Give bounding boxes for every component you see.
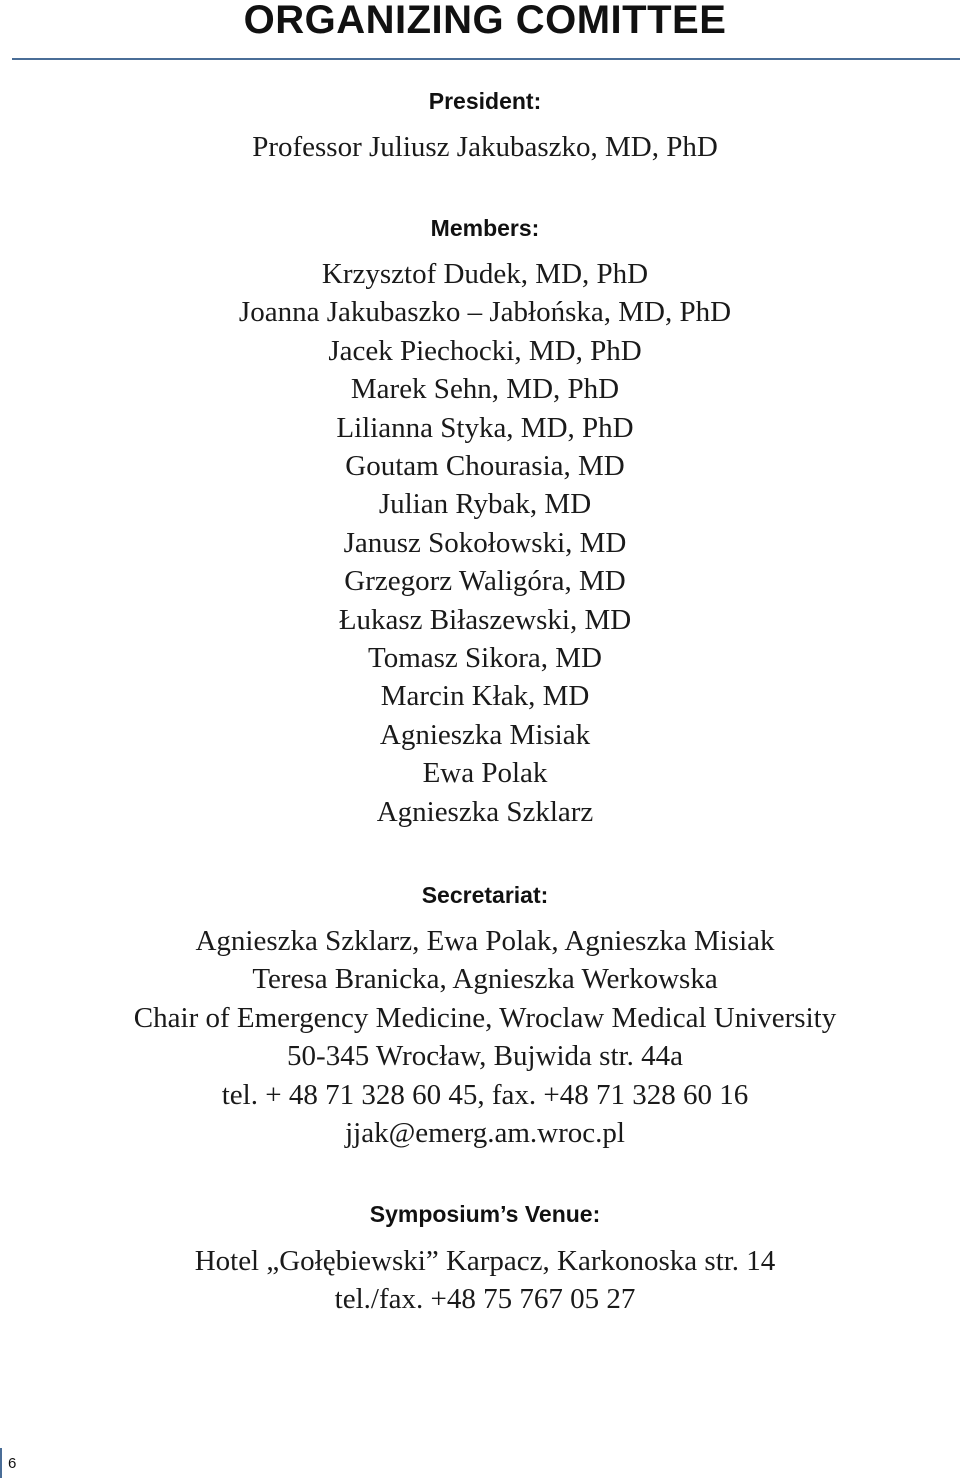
secretariat-address: 50-345 Wrocław, Bujwida str. 44a bbox=[287, 1040, 683, 1073]
members-list bbox=[0, 255, 960, 831]
secretariat-block bbox=[0, 922, 960, 1152]
member-name: Łukasz Biłaszewski, MD bbox=[338, 603, 632, 636]
member-name: Joanna Jakubaszko – Jabłońska, MD, PhD bbox=[238, 296, 732, 329]
secretariat-phone: tel. + 48 71 328 60 45, fax. +48 71 328 60 16 bbox=[221, 1078, 749, 1111]
member-name: Janusz Sokołowski, MD bbox=[343, 526, 627, 559]
member-name: Goutam Chourasia, MD bbox=[345, 450, 625, 483]
venue-block bbox=[0, 1242, 960, 1319]
president-name: Professor Juliusz Jakubaszko, MD, PhD bbox=[252, 131, 718, 163]
member-name: Lilianna Styka, MD, PhD bbox=[336, 411, 634, 444]
title-divider bbox=[12, 58, 960, 60]
member-name: Agnieszka Misiak bbox=[379, 718, 591, 751]
member-name: Marek Sehn, MD, PhD bbox=[350, 373, 620, 406]
secretariat-staff: Agnieszka Szklarz, Ewa Polak, Agnieszka Misiak bbox=[195, 925, 775, 957]
venue-heading: Symposium’s Venue: bbox=[369, 1201, 601, 1227]
member-name: Grzegorz Waligóra, MD bbox=[344, 565, 626, 598]
members-heading: Members: bbox=[430, 215, 540, 241]
venue-address: Hotel „Gołębiewski” Karpacz, Karkonoska str. 14 bbox=[194, 1245, 776, 1277]
member-name: Krzysztof Dudek, MD, PhD bbox=[321, 258, 649, 290]
page-margin-rule bbox=[0, 1448, 2, 1478]
president-heading: President: bbox=[428, 88, 542, 114]
page-number: 6 bbox=[8, 1455, 17, 1472]
secretariat-staff: Teresa Branicka, Agnieszka Werkowska bbox=[252, 963, 718, 996]
secretariat-heading: Secretariat: bbox=[421, 882, 549, 908]
secretariat-email: jjak@emerg.am.wroc.pl bbox=[345, 1117, 625, 1150]
member-name: Marcin Kłak, MD bbox=[380, 680, 590, 713]
president-block bbox=[0, 128, 960, 166]
venue-phone: tel./fax. +48 75 767 05 27 bbox=[334, 1283, 636, 1316]
member-name: Ewa Polak bbox=[422, 757, 548, 790]
member-name: Tomasz Sikora, MD bbox=[368, 642, 602, 675]
page-title: ORGANIZING COMITTEE bbox=[243, 0, 727, 42]
secretariat-institution: Chair of Emergency Medicine, Wroclaw Medical University bbox=[133, 1001, 837, 1034]
member-name: Julian Rybak, MD bbox=[378, 488, 592, 521]
member-name: Jacek Piechocki, MD, PhD bbox=[328, 334, 642, 367]
member-name: Agnieszka Szklarz bbox=[376, 795, 594, 828]
